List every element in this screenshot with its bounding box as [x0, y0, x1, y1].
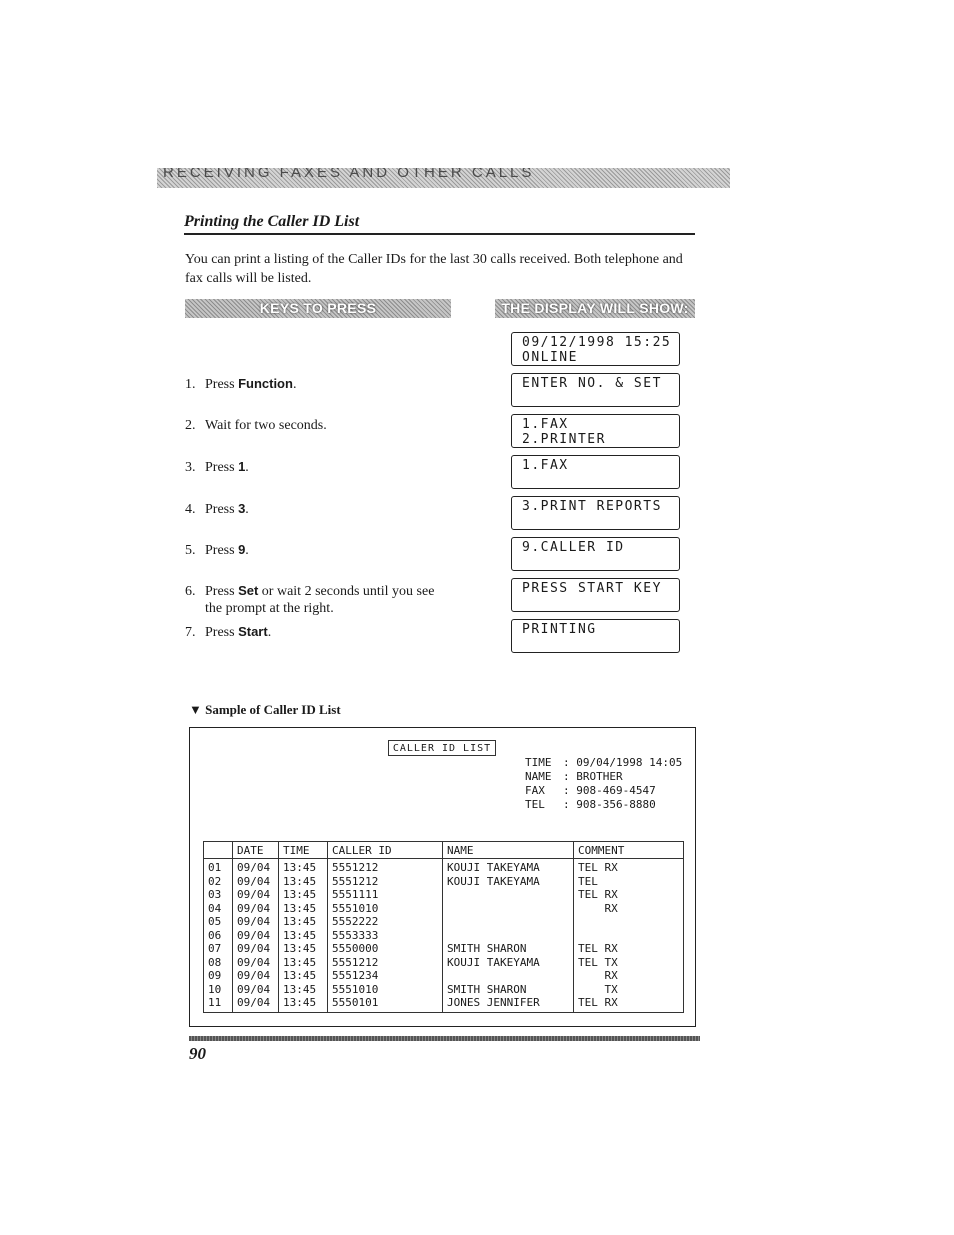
info-value: : 908-356-8880	[563, 798, 656, 811]
lcd-line-1: ENTER NO. & SET	[522, 376, 662, 391]
info-row-time	[525, 756, 682, 770]
cell-caller-id: 5551212	[328, 956, 443, 970]
lcd-display-step-2	[511, 414, 680, 448]
caller-id-list-title: CALLER ID LIST	[388, 740, 496, 756]
cell-time: 13:45	[279, 983, 328, 997]
table-row	[204, 915, 684, 929]
lcd-display-step-7	[511, 619, 680, 653]
step-text: Press	[205, 543, 239, 558]
step-6	[185, 582, 485, 617]
info-value: : 908-469-4547	[563, 784, 656, 797]
info-label: TEL	[525, 798, 545, 811]
table-header-row	[204, 842, 684, 859]
step-number: 5.	[185, 543, 196, 558]
cell-date: 09/04	[233, 859, 279, 875]
table-row	[204, 929, 684, 943]
step-key: Set	[238, 583, 259, 598]
step-text: Press	[205, 625, 239, 640]
section-title: Printing the Caller ID List	[184, 213, 360, 230]
lcd-line-2: 2.PRINTER	[522, 432, 606, 447]
caller-id-table	[203, 841, 684, 1013]
step-key: 1	[238, 459, 246, 474]
lcd-line-1: 09/12/1998 15:25	[522, 335, 672, 350]
step-text-end: .	[267, 625, 272, 640]
report-info	[525, 756, 682, 812]
cell-caller-id: 5551212	[328, 875, 443, 889]
info-label: TIME	[525, 756, 552, 769]
cell-caller-id: 5551212	[328, 859, 443, 875]
step-text-end: .	[245, 502, 249, 517]
lcd-line-1: 3.PRINT REPORTS	[522, 499, 662, 514]
step-text-end: or wait 2 seconds until you see	[258, 584, 435, 599]
step-number: 2.	[185, 418, 196, 433]
table-row	[204, 956, 684, 970]
table-row	[204, 942, 684, 956]
cell-index: 04	[204, 902, 233, 916]
step-key: Start	[238, 624, 268, 639]
cell-caller-id: 5551234	[328, 969, 443, 983]
cell-comment	[574, 915, 684, 929]
cell-index: 09	[204, 969, 233, 983]
step-5	[185, 541, 485, 559]
cell-comment: TEL RX	[574, 859, 684, 875]
cell-date: 09/04	[233, 983, 279, 997]
cell-index: 10	[204, 983, 233, 997]
cell-time: 13:45	[279, 942, 328, 956]
table-body	[204, 859, 684, 1013]
chapter-header-text: RECEIVING FAXES AND OTHER CALLS	[163, 168, 535, 178]
intro-paragraph: You can print a listing of the Caller IDs for the last 30 calls received. Both telephone and fax calls will be listed.	[185, 252, 683, 286]
col-header-caller-id: CALLER ID	[328, 842, 443, 859]
cell-date: 09/04	[233, 902, 279, 916]
cell-time: 13:45	[279, 969, 328, 983]
col-header-index	[204, 842, 233, 859]
cell-comment	[574, 929, 684, 943]
col-header-comment: COMMENT	[574, 842, 684, 859]
lcd-line-2: ONLINE	[522, 350, 578, 365]
table-row	[204, 888, 684, 902]
keys-to-press-header: KEYS TO PRESS	[185, 299, 451, 318]
step-key: Function	[238, 376, 293, 391]
table-row	[204, 875, 684, 889]
lcd-display-initial	[511, 332, 680, 366]
cell-name	[443, 888, 574, 902]
cell-caller-id: 5551010	[328, 983, 443, 997]
step-text-end: .	[245, 543, 249, 558]
cell-comment: TEL RX	[574, 996, 684, 1012]
cell-date: 09/04	[233, 969, 279, 983]
cell-index: 05	[204, 915, 233, 929]
cell-comment: TEL	[574, 875, 684, 889]
cell-index: 07	[204, 942, 233, 956]
cell-date: 09/04	[233, 996, 279, 1012]
cell-comment: TEL RX	[574, 942, 684, 956]
cell-name	[443, 915, 574, 929]
step-number: 4.	[185, 502, 196, 517]
cell-date: 09/04	[233, 942, 279, 956]
cell-comment: RX	[574, 902, 684, 916]
cell-index: 01	[204, 859, 233, 875]
cell-index: 02	[204, 875, 233, 889]
cell-index: 08	[204, 956, 233, 970]
step-text: Press	[205, 460, 239, 475]
info-value: : BROTHER	[563, 770, 623, 783]
cell-date: 09/04	[233, 956, 279, 970]
cell-comment: TEL TX	[574, 956, 684, 970]
display-will-show-header: THE DISPLAY WILL SHOW:	[495, 299, 695, 318]
cell-name: JONES JENNIFER	[443, 996, 574, 1012]
step-number: 3.	[185, 460, 196, 475]
info-value: : 09/04/1998 14:05	[563, 756, 683, 769]
cell-name	[443, 902, 574, 916]
sample-title: ▼ Sample of Caller ID List	[189, 702, 341, 717]
step-text: Press	[205, 584, 239, 599]
lcd-line-1: 9.CALLER ID	[522, 540, 625, 555]
cell-date: 09/04	[233, 888, 279, 902]
step-number: 7.	[185, 625, 196, 640]
info-row-fax	[525, 784, 682, 798]
lcd-line-1: 1.FAX	[522, 417, 569, 432]
step-7	[185, 623, 485, 641]
cell-name: KOUJI TAKEYAMA	[443, 859, 574, 875]
cell-comment: TX	[574, 983, 684, 997]
lcd-display-step-5	[511, 537, 680, 571]
cell-caller-id: 5551111	[328, 888, 443, 902]
cell-date: 09/04	[233, 929, 279, 943]
cell-time: 13:45	[279, 902, 328, 916]
step-4	[185, 500, 485, 518]
step-3	[185, 458, 485, 476]
cell-name: SMITH SHARON	[443, 983, 574, 997]
col-header-date: DATE	[233, 842, 279, 859]
cell-caller-id: 5550000	[328, 942, 443, 956]
table-row	[204, 902, 684, 916]
cell-time: 13:45	[279, 996, 328, 1012]
cell-time: 13:45	[279, 915, 328, 929]
step-text-end: .	[292, 377, 297, 392]
table-row	[204, 969, 684, 983]
cell-date: 09/04	[233, 875, 279, 889]
chapter-header-band	[157, 168, 730, 188]
step-2	[185, 417, 485, 434]
page-number: 90	[189, 1044, 206, 1063]
col-header-name: NAME	[443, 842, 574, 859]
info-label: NAME	[525, 770, 552, 783]
cell-name: SMITH SHARON	[443, 942, 574, 956]
cell-time: 13:45	[279, 875, 328, 889]
table-row	[204, 996, 684, 1012]
title-rule	[184, 233, 695, 235]
step-text-end: .	[245, 460, 249, 475]
cell-name	[443, 929, 574, 943]
cell-time: 13:45	[279, 956, 328, 970]
cell-index: 06	[204, 929, 233, 943]
cell-caller-id: 5553333	[328, 929, 443, 943]
cell-time: 13:45	[279, 859, 328, 875]
step-text: Wait for two seconds.	[205, 418, 327, 433]
table-row	[204, 859, 684, 875]
lcd-line-1: PRINTING	[522, 622, 597, 637]
cell-comment: TEL RX	[574, 888, 684, 902]
lcd-line-1: PRESS START KEY	[522, 581, 662, 596]
step-1	[185, 375, 485, 393]
lcd-display-step-3	[511, 455, 680, 489]
cell-name: KOUJI TAKEYAMA	[443, 956, 574, 970]
lcd-display-step-1	[511, 373, 680, 407]
cell-index: 03	[204, 888, 233, 902]
cell-caller-id: 5551010	[328, 902, 443, 916]
cell-time: 13:45	[279, 929, 328, 943]
step-text-continued: the prompt at the right.	[205, 601, 334, 616]
lcd-display-step-4	[511, 496, 680, 530]
step-number: 6.	[185, 584, 196, 599]
lcd-display-step-6	[511, 578, 680, 612]
table-row	[204, 983, 684, 997]
info-row-name	[525, 770, 682, 784]
cell-date: 09/04	[233, 915, 279, 929]
cell-time: 13:45	[279, 888, 328, 902]
step-key: 3	[238, 501, 246, 516]
cell-name	[443, 969, 574, 983]
footer-band	[189, 1036, 700, 1041]
lcd-line-1: 1.FAX	[522, 458, 569, 473]
cell-comment: RX	[574, 969, 684, 983]
info-label: FAX	[525, 784, 545, 797]
step-key: 9	[238, 542, 246, 557]
col-header-time: TIME	[279, 842, 328, 859]
info-row-tel	[525, 798, 682, 812]
cell-index: 11	[204, 996, 233, 1012]
step-number: 1.	[185, 377, 196, 392]
cell-caller-id: 5550101	[328, 996, 443, 1012]
step-text: Press	[205, 377, 239, 392]
cell-caller-id: 5552222	[328, 915, 443, 929]
step-text: Press	[205, 502, 239, 517]
cell-name: KOUJI TAKEYAMA	[443, 875, 574, 889]
